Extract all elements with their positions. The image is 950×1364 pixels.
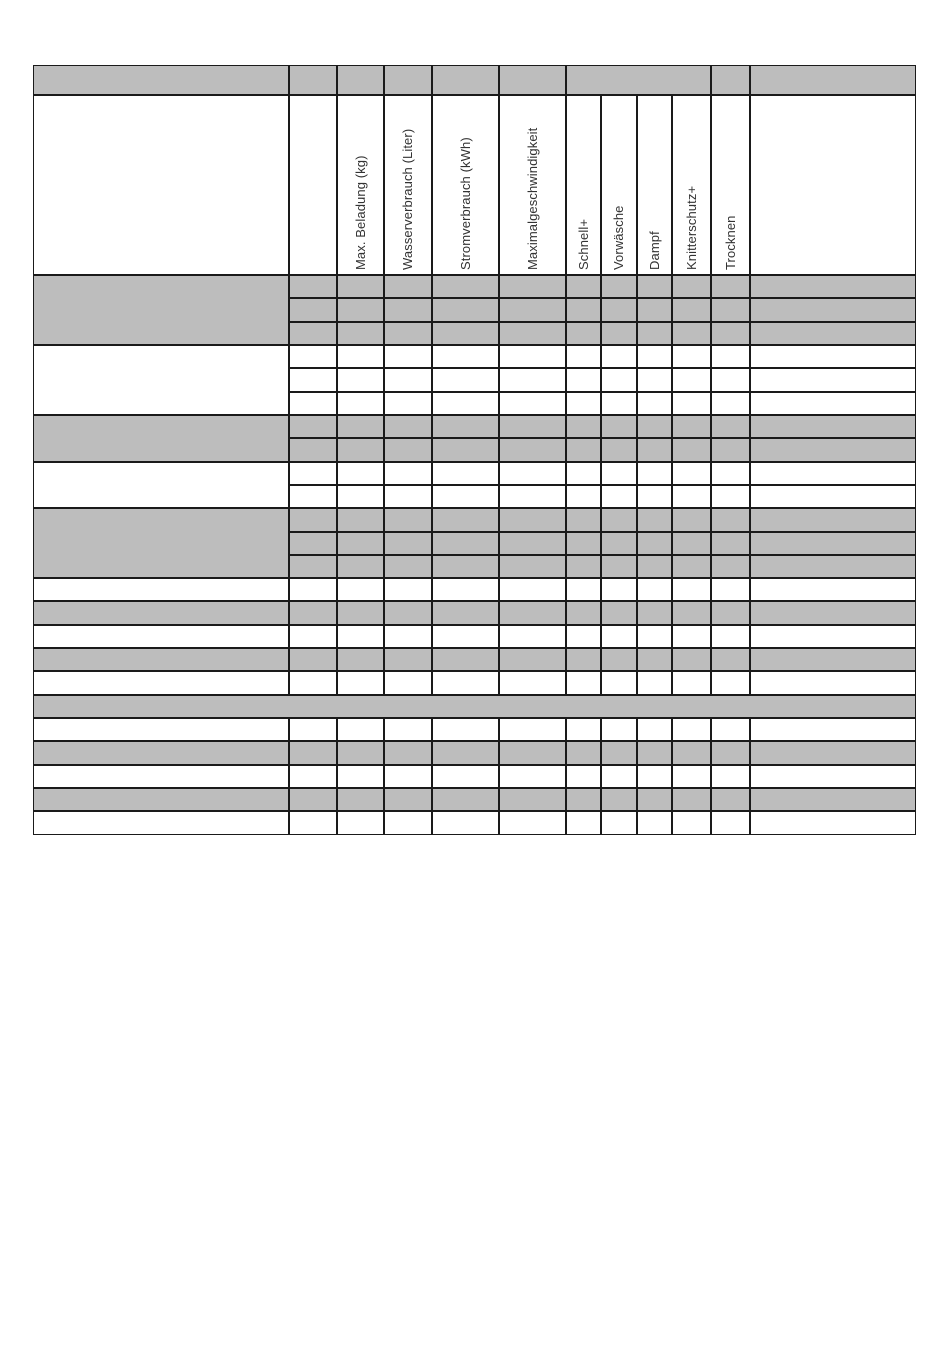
program-name-cell xyxy=(33,508,289,578)
table-cell xyxy=(750,298,916,321)
table-cell xyxy=(601,485,637,508)
table-cell xyxy=(289,765,337,788)
table-cell xyxy=(711,555,750,578)
table-cell xyxy=(601,578,637,601)
table-cell xyxy=(384,485,432,508)
table-cell xyxy=(750,625,916,648)
table-cell xyxy=(711,578,750,601)
table-cell xyxy=(637,298,672,321)
table-cell xyxy=(601,671,637,694)
table-cell xyxy=(601,508,637,531)
table-cell xyxy=(337,601,384,624)
table-cell xyxy=(637,415,672,438)
table-cell xyxy=(601,648,637,671)
table-cell xyxy=(601,718,637,741)
table-cell xyxy=(566,718,601,741)
table-cell xyxy=(672,532,711,555)
column-header-label: Wasserverbrauch (Liter) xyxy=(400,128,415,270)
table-cell xyxy=(750,578,916,601)
table-cell xyxy=(432,718,499,741)
table-cell xyxy=(432,625,499,648)
table-cell xyxy=(566,462,601,485)
table-cell xyxy=(711,601,750,624)
table-cell xyxy=(432,462,499,485)
table-cell xyxy=(601,275,637,298)
table-cell xyxy=(750,765,916,788)
table-cell xyxy=(750,811,916,834)
table-cell xyxy=(711,392,750,415)
table-cell xyxy=(432,438,499,461)
table-cell xyxy=(637,741,672,764)
table-cell xyxy=(432,765,499,788)
column-header xyxy=(384,95,432,275)
table-cell xyxy=(601,811,637,834)
table-cell xyxy=(432,345,499,368)
table-cell xyxy=(566,508,601,531)
table-cell xyxy=(566,625,601,648)
table-cell xyxy=(750,485,916,508)
column-header xyxy=(289,95,337,275)
table-cell xyxy=(672,322,711,345)
table-cell xyxy=(499,368,566,391)
table-cell xyxy=(672,788,711,811)
table-cell xyxy=(432,555,499,578)
table-cell xyxy=(337,671,384,694)
program-name-cell xyxy=(33,741,289,764)
table-cell xyxy=(601,741,637,764)
table-cell xyxy=(432,601,499,624)
table-cell xyxy=(637,765,672,788)
table-cell xyxy=(601,532,637,555)
table-cell xyxy=(289,788,337,811)
table-cell xyxy=(672,601,711,624)
table-cell xyxy=(672,741,711,764)
table-cell xyxy=(289,648,337,671)
table-cell xyxy=(499,322,566,345)
table-cell xyxy=(637,648,672,671)
table-cell xyxy=(289,462,337,485)
table-cell xyxy=(499,555,566,578)
table-cell xyxy=(337,275,384,298)
table-cell xyxy=(337,811,384,834)
table-cell xyxy=(566,601,601,624)
table-cell xyxy=(711,532,750,555)
table-cell xyxy=(432,578,499,601)
table-cell xyxy=(637,718,672,741)
table-cell xyxy=(289,578,337,601)
table-cell xyxy=(499,765,566,788)
table-cell xyxy=(384,392,432,415)
table-cell xyxy=(566,765,601,788)
table-cell xyxy=(337,462,384,485)
table-cell xyxy=(289,345,337,368)
column-header xyxy=(566,95,601,275)
table-cell xyxy=(384,438,432,461)
table-cell xyxy=(384,788,432,811)
table-cell xyxy=(384,811,432,834)
table-cell xyxy=(499,741,566,764)
table-cell xyxy=(337,555,384,578)
table-cell xyxy=(566,438,601,461)
table-cell xyxy=(750,392,916,415)
table-cell xyxy=(432,392,499,415)
table-cell xyxy=(566,275,601,298)
table-cell xyxy=(384,765,432,788)
table-cell xyxy=(750,462,916,485)
table-cell xyxy=(566,485,601,508)
table-cell xyxy=(432,648,499,671)
table-cell xyxy=(289,298,337,321)
table-cell xyxy=(711,368,750,391)
table-cell xyxy=(566,345,601,368)
table-cell xyxy=(672,811,711,834)
top-header-cell xyxy=(432,65,499,95)
table-cell xyxy=(637,322,672,345)
table-cell xyxy=(566,368,601,391)
table-cell xyxy=(601,298,637,321)
program-name-cell xyxy=(33,671,289,694)
table-cell xyxy=(637,532,672,555)
table-cell xyxy=(637,671,672,694)
table-cell xyxy=(499,718,566,741)
table-cell xyxy=(672,765,711,788)
table-cell xyxy=(289,625,337,648)
table-cell xyxy=(750,532,916,555)
table-cell xyxy=(711,322,750,345)
table-cell xyxy=(637,508,672,531)
table-cell xyxy=(337,368,384,391)
column-header xyxy=(601,95,637,275)
table-cell xyxy=(672,555,711,578)
table-cell xyxy=(499,415,566,438)
table-cell xyxy=(750,345,916,368)
table-cell xyxy=(672,298,711,321)
table-cell xyxy=(711,788,750,811)
table-cell xyxy=(601,368,637,391)
table-cell xyxy=(566,811,601,834)
table-cell xyxy=(337,765,384,788)
table-cell xyxy=(711,718,750,741)
table-cell xyxy=(384,578,432,601)
table-cell xyxy=(499,345,566,368)
top-header-cell xyxy=(384,65,432,95)
table-cell xyxy=(711,648,750,671)
table-cell xyxy=(637,345,672,368)
table-cell xyxy=(637,601,672,624)
table-cell xyxy=(499,625,566,648)
table-cell xyxy=(499,298,566,321)
table-cell xyxy=(637,811,672,834)
table-cell xyxy=(384,415,432,438)
column-header-label: Schnell+ xyxy=(576,218,591,270)
table-cell xyxy=(337,741,384,764)
table-cell xyxy=(711,438,750,461)
table-cell xyxy=(289,508,337,531)
column-header xyxy=(637,95,672,275)
top-header-cell xyxy=(750,65,916,95)
column-header xyxy=(711,95,750,275)
column-header-label: Maximalgeschwindigkeit xyxy=(525,127,540,270)
table-cell xyxy=(432,275,499,298)
table-cell xyxy=(499,578,566,601)
table-cell xyxy=(289,741,337,764)
program-name-cell xyxy=(33,811,289,834)
table-cell xyxy=(432,298,499,321)
table-cell xyxy=(750,438,916,461)
table-cell xyxy=(750,718,916,741)
table-cell xyxy=(750,601,916,624)
table-cell xyxy=(637,788,672,811)
table-cell xyxy=(384,625,432,648)
table-cell xyxy=(566,671,601,694)
table-cell xyxy=(432,415,499,438)
column-header xyxy=(432,95,499,275)
table-cell xyxy=(432,508,499,531)
column-header-label: Stromverbrauch (kWh) xyxy=(458,137,473,270)
table-cell xyxy=(499,485,566,508)
table-cell xyxy=(601,462,637,485)
table-cell xyxy=(711,415,750,438)
table-cell xyxy=(711,625,750,648)
table-cell xyxy=(566,555,601,578)
table-cell xyxy=(384,555,432,578)
table-cell xyxy=(384,345,432,368)
table-cell xyxy=(384,718,432,741)
table-cell xyxy=(499,648,566,671)
table-cell xyxy=(432,322,499,345)
table-cell xyxy=(672,671,711,694)
table-cell xyxy=(711,741,750,764)
table-cell xyxy=(601,345,637,368)
table-cell xyxy=(672,648,711,671)
top-header-options-cell xyxy=(566,65,711,95)
table-cell xyxy=(384,368,432,391)
program-name-cell xyxy=(33,718,289,741)
table-cell xyxy=(337,718,384,741)
table-cell xyxy=(566,578,601,601)
table-cell xyxy=(750,508,916,531)
table-cell xyxy=(566,298,601,321)
program-name-cell xyxy=(33,765,289,788)
table-cell xyxy=(601,415,637,438)
table-cell xyxy=(672,718,711,741)
table-cell xyxy=(289,811,337,834)
table-cell xyxy=(711,485,750,508)
table-cell xyxy=(289,438,337,461)
table-cell xyxy=(289,392,337,415)
table-cell xyxy=(750,671,916,694)
table-cell xyxy=(499,438,566,461)
program-name-cell xyxy=(33,625,289,648)
table-cell xyxy=(711,671,750,694)
table-cell xyxy=(337,788,384,811)
table-cell xyxy=(711,462,750,485)
table-cell xyxy=(637,462,672,485)
table-cell xyxy=(337,508,384,531)
table-cell xyxy=(337,438,384,461)
table-cell xyxy=(637,275,672,298)
table-cell xyxy=(601,765,637,788)
top-header-cell xyxy=(33,65,289,95)
table-cell xyxy=(750,415,916,438)
table-cell xyxy=(566,788,601,811)
program-name-cell xyxy=(33,578,289,601)
table-cell xyxy=(337,485,384,508)
table-cell xyxy=(750,368,916,391)
table-cell xyxy=(672,578,711,601)
table-cell xyxy=(566,392,601,415)
table-cell xyxy=(601,322,637,345)
table-cell xyxy=(601,438,637,461)
program-name-cell xyxy=(33,648,289,671)
table-cell xyxy=(432,788,499,811)
table-cell xyxy=(601,392,637,415)
column-header-label: Dampf xyxy=(647,231,662,270)
column-header-label: Max. Beladung (kg) xyxy=(353,155,368,270)
table-cell xyxy=(711,298,750,321)
top-header-cell xyxy=(499,65,566,95)
table-cell xyxy=(750,322,916,345)
table-cell xyxy=(337,298,384,321)
table-cell xyxy=(711,811,750,834)
program-name-cell xyxy=(33,462,289,509)
table-cell xyxy=(566,322,601,345)
table-cell xyxy=(711,765,750,788)
table-cell xyxy=(432,532,499,555)
column-header-label: Knitterschutz+ xyxy=(684,185,699,270)
table-cell xyxy=(337,648,384,671)
table-cell xyxy=(499,462,566,485)
column-header xyxy=(672,95,711,275)
table-cell xyxy=(289,485,337,508)
table-cell xyxy=(337,625,384,648)
table-cell xyxy=(750,741,916,764)
column-header-label: Trocknen xyxy=(723,215,738,270)
table-cell xyxy=(499,601,566,624)
table-cell xyxy=(432,811,499,834)
top-header-cell xyxy=(711,65,750,95)
column-header xyxy=(750,95,916,275)
table-cell xyxy=(289,322,337,345)
table-cell xyxy=(566,532,601,555)
table-cell xyxy=(337,578,384,601)
table-cell xyxy=(672,462,711,485)
table-cell xyxy=(637,555,672,578)
table-cell xyxy=(499,275,566,298)
table-cell xyxy=(289,275,337,298)
table-cell xyxy=(337,322,384,345)
section-row xyxy=(33,695,916,718)
table-cell xyxy=(384,322,432,345)
table-cell xyxy=(337,392,384,415)
table-cell xyxy=(384,462,432,485)
table-cell xyxy=(601,601,637,624)
table-cell xyxy=(672,508,711,531)
table-cell xyxy=(711,508,750,531)
table-cell xyxy=(337,415,384,438)
table-cell xyxy=(711,275,750,298)
table-cell xyxy=(384,508,432,531)
top-header-cell xyxy=(289,65,337,95)
table-cell xyxy=(289,555,337,578)
program-name-cell xyxy=(33,345,289,415)
table-cell xyxy=(750,788,916,811)
table-cell xyxy=(432,741,499,764)
table-cell xyxy=(637,485,672,508)
table-cell xyxy=(637,392,672,415)
column-header xyxy=(337,95,384,275)
table-cell xyxy=(601,625,637,648)
table-cell xyxy=(289,671,337,694)
table-cell xyxy=(384,298,432,321)
table-cell xyxy=(499,508,566,531)
table-cell xyxy=(637,625,672,648)
table-cell xyxy=(566,648,601,671)
table-cell xyxy=(432,368,499,391)
table-cell xyxy=(672,415,711,438)
table-cell xyxy=(289,368,337,391)
table-cell xyxy=(637,438,672,461)
table-cell xyxy=(337,345,384,368)
table-cell xyxy=(601,555,637,578)
top-header-cell xyxy=(337,65,384,95)
table-cell xyxy=(672,625,711,648)
table-cell xyxy=(289,532,337,555)
table-cell xyxy=(289,718,337,741)
program-name-cell xyxy=(33,788,289,811)
program-name-cell xyxy=(33,275,289,345)
table-cell xyxy=(384,671,432,694)
table-cell xyxy=(637,578,672,601)
column-header xyxy=(499,95,566,275)
table-cell xyxy=(672,438,711,461)
table-cell xyxy=(499,811,566,834)
table-cell xyxy=(672,368,711,391)
table-cell xyxy=(566,741,601,764)
table-cell xyxy=(750,555,916,578)
table-cell xyxy=(384,275,432,298)
table-cell xyxy=(289,415,337,438)
table-cell xyxy=(432,485,499,508)
table-cell xyxy=(499,671,566,694)
column-header xyxy=(33,95,289,275)
table-cell xyxy=(384,601,432,624)
program-name-cell xyxy=(33,601,289,624)
table-cell xyxy=(672,345,711,368)
table-cell xyxy=(601,788,637,811)
column-header-label: Vorwäsche xyxy=(611,205,626,270)
table-cell xyxy=(711,345,750,368)
table-cell xyxy=(637,368,672,391)
table-cell xyxy=(750,648,916,671)
table-cell xyxy=(289,601,337,624)
table-cell xyxy=(337,532,384,555)
table-cell xyxy=(384,741,432,764)
program-name-cell xyxy=(33,415,289,462)
table-cell xyxy=(750,275,916,298)
table-cell xyxy=(384,532,432,555)
table-cell xyxy=(499,788,566,811)
table-cell xyxy=(566,415,601,438)
table-cell xyxy=(672,485,711,508)
table-cell xyxy=(384,648,432,671)
table-cell xyxy=(499,392,566,415)
table-cell xyxy=(672,392,711,415)
table-cell xyxy=(432,671,499,694)
table-cell xyxy=(499,532,566,555)
table-cell xyxy=(672,275,711,298)
